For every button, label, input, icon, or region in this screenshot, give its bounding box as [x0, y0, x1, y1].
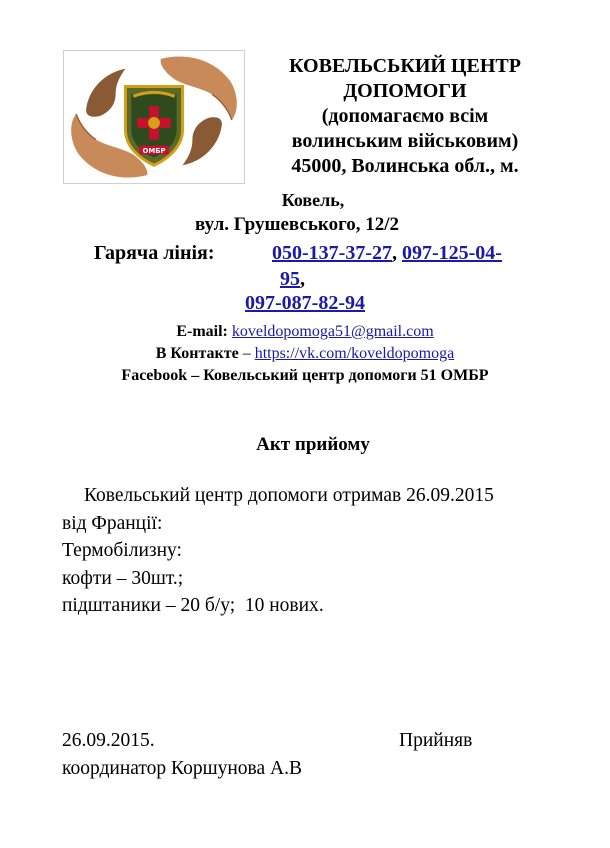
title-line: 45000, Волинська обл., м. — [291, 155, 519, 177]
organization-title — [250, 54, 560, 179]
act-line: від Франції: — [62, 512, 163, 534]
phone-link-2-cont[interactable]: 95 — [280, 268, 300, 290]
vk-line — [0, 344, 610, 364]
act-line: підштаники – 20 б/у; 10 нових. — [62, 595, 324, 616]
vk-dash: – — [242, 345, 251, 362]
phone-separator: , — [391, 242, 397, 264]
city-line: Ковель, — [281, 190, 345, 210]
phone-trailing-comma: , — [300, 268, 305, 290]
phone-link-2[interactable]: 097-125-04- — [401, 242, 502, 264]
hands-emblem-icon — [64, 51, 244, 183]
vk-label: В Контакте — [155, 345, 239, 362]
act-date: 26.09.2015. — [62, 730, 155, 751]
title-line: ДОПОМОГИ — [343, 80, 467, 102]
vk-link[interactable]: https://vk.com/koveldopomoga — [254, 345, 455, 362]
facebook-line: Facebook – Ковельський центр допомоги 51 ОМБР — [121, 367, 489, 384]
phone-link-3[interactable]: 097-087-82-94 — [245, 292, 365, 314]
act-title: Акт прийому — [256, 434, 370, 455]
email-label: E-mail: — [176, 323, 228, 340]
accepted-label: Прийняв — [399, 730, 473, 751]
title-line: КОВЕЛЬСЬКИЙ ЦЕНТР — [289, 55, 521, 77]
act-line: Термобілизну: — [62, 540, 182, 561]
phone-link-1[interactable]: 050-137-37-27 — [272, 242, 392, 264]
act-line: кофти – 30шт.; — [62, 567, 184, 589]
act-body — [62, 482, 582, 620]
coordinator-line: координатор Коршунова А.В — [62, 758, 302, 779]
street-line: вул. Грушевського, 12/2 — [194, 214, 400, 235]
svg-text:ОМБР: ОМБР — [142, 146, 166, 155]
hotline-numbers — [272, 240, 537, 292]
act-line: Ковельський центр допомоги отримав 26.09.2015 — [84, 485, 494, 506]
email-line — [0, 322, 610, 342]
email-link[interactable]: koveldopomoga51@gmail.com — [231, 323, 434, 340]
title-line: (допомагаємо всім — [321, 105, 489, 127]
phone-line-3 — [245, 292, 365, 315]
logo — [63, 50, 245, 184]
title-line: волинським військовим) — [291, 130, 519, 152]
hotline-label: Гаряча лінія: — [94, 242, 215, 264]
